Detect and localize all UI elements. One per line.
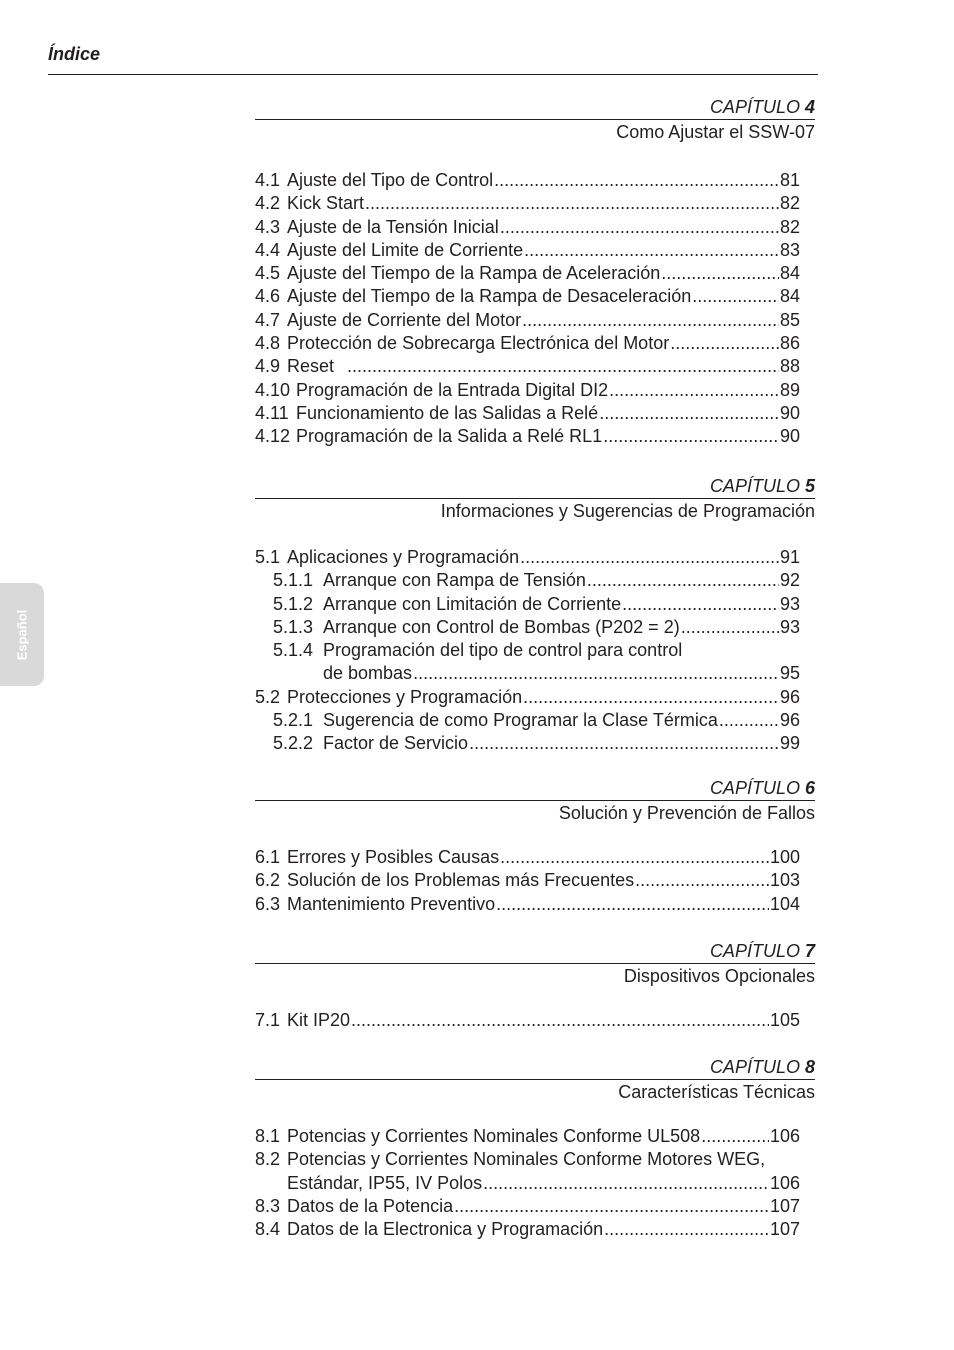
chapter-6-heading: [255, 777, 815, 825]
language-tab[interactable]: [0, 583, 44, 686]
language-tab-label: Español: [14, 609, 30, 660]
chapter-title: Solución y Prevención de Fallos: [558, 803, 815, 823]
chapter-7-heading: [255, 940, 815, 988]
page-header: [48, 42, 818, 75]
chapter-label: CAPÍTULO 5: [255, 475, 815, 499]
chapter-label: CAPÍTULO 7: [255, 940, 815, 964]
toc-entry[interactable]: 8.4 Datos de la Electronica y Programación ..... 107: [255, 1218, 800, 1241]
chapter-title: Dispositivos Opcionales: [623, 966, 815, 986]
toc-entry[interactable]: 6.3 Mantenimiento Preventivo ..... 104: [255, 893, 800, 916]
toc-entry[interactable]: 4.12 Programación de la Salida a Relé RL1 ..... 90: [255, 425, 800, 448]
toc-entry[interactable]: 4.5 Ajuste del Tiempo de la Rampa de Aceleración ..... 84: [255, 262, 800, 285]
toc-entry-continuation[interactable]: de bombas ..... 95: [255, 662, 800, 685]
toc-entry-first-line[interactable]: 8.2 Potencias y Corrientes Nominales Conforme Motores WEG,: [255, 1149, 766, 1170]
toc-entry[interactable]: 4.10 Programación de la Entrada Digital DI2 ..... 89: [255, 379, 800, 402]
toc-entry-continuation[interactable]: Estándar, IP55, IV Polos ..... 106: [255, 1172, 800, 1195]
chapter-8-heading: [255, 1056, 815, 1104]
toc-entry[interactable]: 6.2 Solución de los Problemas más Frecuentes ..... 103: [255, 869, 800, 892]
toc-entry[interactable]: 4.4 Ajuste del Limite de Corriente ..... 83: [255, 239, 800, 262]
toc-entry[interactable]: 4.6 Ajuste del Tiempo de la Rampa de Desaceleración ..... 84: [255, 285, 800, 308]
toc-entry[interactable]: 4.2 Kick Start ..... 82: [255, 192, 800, 215]
toc-entry[interactable]: 5.2 Protecciones y Programación ..... 96: [255, 686, 800, 709]
toc-entry[interactable]: 4.11 Funcionamiento de las Salidas a Relé ..... 90: [255, 402, 800, 425]
toc-entry-first-line[interactable]: 5.1.4 Programación del tipo de control para control: [273, 640, 683, 661]
chapter-5-entries: [255, 546, 800, 756]
toc-entry[interactable]: 4.9 Reset ..... 88: [255, 355, 800, 378]
chapter-title: Informaciones y Sugerencias de Programación: [440, 501, 815, 521]
toc-entry[interactable]: 8.3 Datos de la Potencia ..... 107: [255, 1195, 800, 1218]
chapter-title: Características Técnicas: [618, 1082, 815, 1102]
chapter-8-entries: [255, 1125, 800, 1241]
toc-entry[interactable]: 4.3 Ajuste de la Tensión Inicial ..... 82: [255, 216, 800, 239]
toc-entry[interactable]: 4.7 Ajuste de Corriente del Motor ..... 85: [255, 309, 800, 332]
toc-entry[interactable]: 5.2.2 Factor de Servicio ..... 99: [255, 732, 800, 755]
chapter-label: CAPÍTULO 6: [255, 777, 815, 801]
chapter-title: Como Ajustar el SSW-07: [616, 122, 815, 142]
chapter-label: CAPÍTULO 8: [255, 1056, 815, 1080]
chapter-6-entries: [255, 846, 800, 916]
toc-entry[interactable]: 4.8 Protección de Sobrecarga Electrónica del Motor ..... 86: [255, 332, 800, 355]
chapter-4-entries: [255, 169, 800, 449]
toc-entry[interactable]: 8.1 Potencias y Corrientes Nominales Conforme UL508 ..... 106: [255, 1125, 800, 1148]
toc-entry[interactable]: 5.1.1 Arranque con Rampa de Tensión ..... 92: [255, 569, 800, 592]
chapter-4-heading: [255, 96, 815, 144]
chapter-label: CAPÍTULO 4: [255, 96, 815, 120]
toc-entry[interactable]: 6.1 Errores y Posibles Causas ..... 100: [255, 846, 800, 869]
toc-entry[interactable]: 5.1.2 Arranque con Limitación de Corriente ..... 93: [255, 593, 800, 616]
chapter-5-heading: [255, 475, 815, 523]
page-title: Índice: [48, 44, 101, 64]
toc-entry[interactable]: 5.1 Aplicaciones y Programación ..... 91: [255, 546, 800, 569]
toc-entry[interactable]: 5.2.1 Sugerencia de como Programar la Clase Térmica ..... 96: [255, 709, 800, 732]
chapter-7-entries: [255, 1009, 800, 1032]
toc-entry[interactable]: 7.1 Kit IP20 ..... 105: [255, 1009, 800, 1032]
toc-entry[interactable]: 4.1 Ajuste del Tipo de Control ..... 81: [255, 169, 800, 192]
toc-entry[interactable]: 5.1.3 Arranque con Control de Bombas (P202 = 2) ..... 93: [255, 616, 800, 639]
